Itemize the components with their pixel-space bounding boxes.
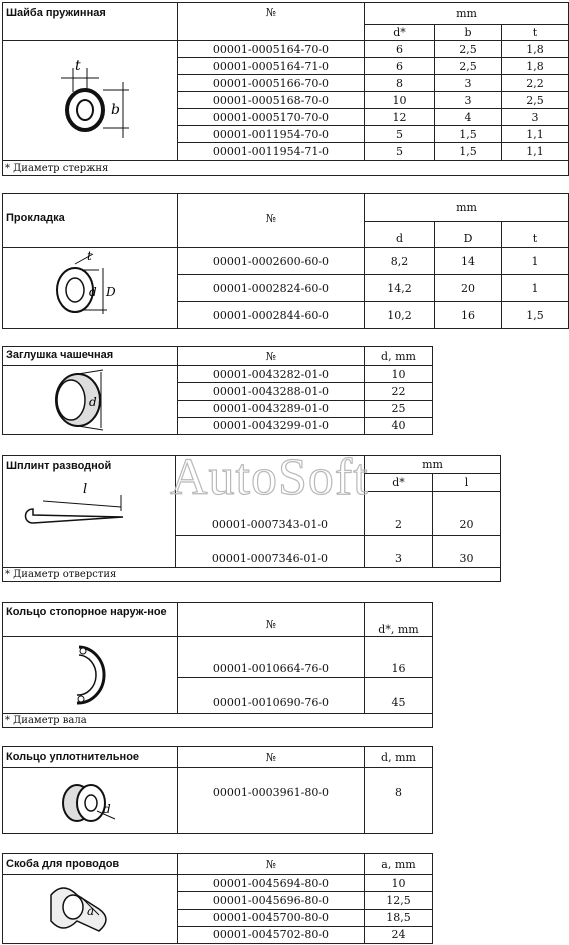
clip-num-header: № bbox=[178, 854, 365, 875]
washer-col-d: d* bbox=[365, 25, 435, 41]
retring-col-d: d*, mm bbox=[365, 603, 433, 637]
washer-r1-d: 6 bbox=[365, 58, 435, 75]
retring-num-header: № bbox=[178, 603, 365, 637]
cotter-r0-l: 20 bbox=[433, 492, 501, 536]
gasket-block bbox=[2, 193, 569, 329]
washer-note: * Диаметр стержня bbox=[3, 161, 569, 176]
cotter-fig-l: l bbox=[83, 482, 88, 498]
washer-r0-code: 00001-0005164-70-0 bbox=[178, 41, 365, 58]
gasket-r1-code: 00001-0002824-60-0 bbox=[178, 275, 365, 302]
cotter-r1-l: 30 bbox=[433, 536, 501, 568]
seal-num-header: № bbox=[178, 747, 365, 768]
retring-table bbox=[2, 602, 433, 728]
cup-plug-icon bbox=[3, 366, 173, 434]
washer-num-header: № bbox=[178, 3, 365, 41]
plug-col-d: d, mm bbox=[365, 347, 433, 366]
gasket-r1-d: 14,2 bbox=[365, 275, 435, 302]
washer-r1-code: 00001-0005164-71-0 bbox=[178, 58, 365, 75]
washer-r2-code: 00001-0005166-70-0 bbox=[178, 75, 365, 92]
cotter-r0-code: 00001-0007343-01-0 bbox=[176, 492, 365, 536]
plug-table bbox=[2, 346, 433, 435]
retring-block bbox=[2, 602, 433, 728]
plug-r1-code: 00001-0043288-01-0 bbox=[178, 383, 365, 400]
gasket-col-D: D bbox=[435, 222, 502, 248]
washer-r6-t: 1,1 bbox=[502, 143, 569, 161]
washer-r4-b: 4 bbox=[435, 109, 502, 126]
seal-figure bbox=[3, 768, 178, 834]
washer-r3-code: 00001-0005168-70-0 bbox=[178, 92, 365, 109]
washer-r5-d: 5 bbox=[365, 126, 435, 143]
plug-figure bbox=[3, 366, 178, 435]
washer-title: Шайба пружинная bbox=[3, 3, 178, 41]
clip-col-a: a, mm bbox=[365, 854, 433, 875]
wire-clip-icon bbox=[3, 875, 173, 943]
clip-fig-a: a bbox=[87, 904, 95, 918]
clip-r3-a: 24 bbox=[365, 926, 433, 943]
retring-r1-code: 00001-0010690-76-0 bbox=[178, 677, 365, 713]
washer-r2-d: 8 bbox=[365, 75, 435, 92]
gasket-fig-t: t bbox=[87, 249, 92, 263]
gasket-r2-d: 10,2 bbox=[365, 302, 435, 329]
plug-num-header: № bbox=[178, 347, 365, 366]
gasket-r2-t: 1,5 bbox=[502, 302, 569, 329]
cotter-r1-code: 00001-0007346-01-0 bbox=[176, 536, 365, 568]
washer-r1-t: 1,8 bbox=[502, 58, 569, 75]
cotter-note: * Диаметр отверстия bbox=[3, 568, 501, 582]
plug-block bbox=[2, 346, 433, 435]
cotter-col-l: l bbox=[433, 474, 501, 492]
cotter-figure bbox=[3, 482, 176, 568]
seal-ring-icon bbox=[3, 769, 173, 833]
gasket-num-header: № bbox=[178, 194, 365, 248]
plug-r3-code: 00001-0043299-01-0 bbox=[178, 417, 365, 434]
washer-col-b: b bbox=[435, 25, 502, 41]
washer-r5-code: 00001-0011954-70-0 bbox=[178, 126, 365, 143]
plug-r1-d: 22 bbox=[365, 383, 433, 400]
gasket-icon bbox=[3, 248, 173, 328]
clip-r2-code: 00001-0045700-80-0 bbox=[178, 909, 365, 926]
cotter-pin-icon bbox=[3, 482, 173, 531]
cotter-table bbox=[2, 455, 501, 582]
gasket-fig-D: D bbox=[106, 285, 116, 299]
seal-fig-d: d bbox=[103, 801, 111, 816]
washer-r0-d: 6 bbox=[365, 41, 435, 58]
clip-r0-code: 00001-0045694-80-0 bbox=[178, 875, 365, 892]
cotter-col-d: d* bbox=[365, 474, 433, 492]
seal-table bbox=[2, 746, 433, 834]
seal-col-d: d, mm bbox=[365, 747, 433, 768]
clip-title: Скоба для проводов bbox=[3, 854, 178, 875]
retring-r1-d: 45 bbox=[365, 677, 433, 713]
gasket-title: Прокладка bbox=[3, 194, 178, 248]
plug-r2-code: 00001-0043289-01-0 bbox=[178, 400, 365, 417]
clip-r1-code: 00001-0045696-80-0 bbox=[178, 892, 365, 909]
washer-r4-d: 12 bbox=[365, 109, 435, 126]
spring-washer-icon bbox=[3, 42, 173, 160]
gasket-r0-t: 1 bbox=[502, 248, 569, 275]
washer-r2-b: 3 bbox=[435, 75, 502, 92]
gasket-r1-D: 20 bbox=[435, 275, 502, 302]
plug-r3-d: 40 bbox=[365, 417, 433, 434]
washer-r5-t: 1,1 bbox=[502, 126, 569, 143]
clip-r2-a: 18,5 bbox=[365, 909, 433, 926]
gasket-fig-d: d bbox=[89, 285, 97, 299]
washer-col-t: t bbox=[502, 25, 569, 41]
retring-note: * Диаметр вала bbox=[3, 714, 433, 728]
washer-r4-t: 3 bbox=[502, 109, 569, 126]
washer-fig-t: t bbox=[75, 57, 81, 74]
washer-r6-b: 1,5 bbox=[435, 143, 502, 161]
washer-unit: mm bbox=[365, 3, 569, 25]
washer-r2-t: 2,2 bbox=[502, 75, 569, 92]
cotter-block bbox=[2, 455, 501, 582]
washer-r6-code: 00001-0011954-71-0 bbox=[178, 143, 365, 161]
watermark: AutoSoft bbox=[170, 449, 369, 506]
gasket-table bbox=[2, 193, 569, 329]
plug-r0-code: 00001-0043282-01-0 bbox=[178, 366, 365, 383]
washer-block bbox=[2, 2, 569, 176]
gasket-col-t: t bbox=[502, 222, 569, 248]
washer-r3-d: 10 bbox=[365, 92, 435, 109]
seal-title: Кольцо уплотнительное bbox=[3, 747, 178, 768]
clip-figure bbox=[3, 875, 178, 944]
washer-r4-code: 00001-0005170-70-0 bbox=[178, 109, 365, 126]
retaining-ring-icon bbox=[3, 637, 173, 713]
gasket-r0-code: 00001-0002600-60-0 bbox=[178, 248, 365, 275]
plug-fig-d: d bbox=[89, 395, 97, 409]
washer-r5-b: 1,5 bbox=[435, 126, 502, 143]
washer-r0-b: 2,5 bbox=[435, 41, 502, 58]
clip-r1-a: 12,5 bbox=[365, 892, 433, 909]
clip-block bbox=[2, 853, 433, 944]
washer-figure bbox=[3, 41, 178, 161]
gasket-r1-t: 1 bbox=[502, 275, 569, 302]
plug-r2-d: 25 bbox=[365, 400, 433, 417]
clip-r3-code: 00001-0045702-80-0 bbox=[178, 926, 365, 943]
gasket-col-d: d bbox=[365, 222, 435, 248]
washer-r0-t: 1,8 bbox=[502, 41, 569, 58]
seal-r0-d: 8 bbox=[365, 768, 433, 834]
cotter-r0-d: 2 bbox=[365, 492, 433, 536]
gasket-r2-D: 16 bbox=[435, 302, 502, 329]
clip-r0-a: 10 bbox=[365, 875, 433, 892]
gasket-r0-d: 8,2 bbox=[365, 248, 435, 275]
seal-r0-code: 00001-0003961-80-0 bbox=[178, 768, 365, 834]
cotter-r1-d: 3 bbox=[365, 536, 433, 568]
retring-r0-code: 00001-0010664-76-0 bbox=[178, 637, 365, 678]
clip-table bbox=[2, 853, 433, 944]
washer-table bbox=[2, 2, 569, 176]
washer-r1-b: 2,5 bbox=[435, 58, 502, 75]
washer-fig-b: b bbox=[111, 101, 120, 118]
cotter-num-empty bbox=[176, 456, 365, 492]
gasket-r2-code: 00001-0002844-60-0 bbox=[178, 302, 365, 329]
plug-title: Заглушка чашечная bbox=[3, 347, 178, 366]
cotter-unit: mm bbox=[365, 456, 501, 474]
retring-title: Кольцо стопорное наруж-ное bbox=[3, 603, 178, 637]
seal-block bbox=[2, 746, 433, 834]
retring-figure bbox=[3, 637, 178, 714]
washer-r3-b: 3 bbox=[435, 92, 502, 109]
gasket-unit: mm bbox=[365, 194, 569, 222]
plug-r0-d: 10 bbox=[365, 366, 433, 383]
gasket-r0-D: 14 bbox=[435, 248, 502, 275]
cotter-title: Шплинт разводной bbox=[3, 456, 176, 536]
washer-r6-d: 5 bbox=[365, 143, 435, 161]
washer-r3-t: 2,5 bbox=[502, 92, 569, 109]
gasket-figure bbox=[3, 248, 178, 329]
retring-r0-d: 16 bbox=[365, 637, 433, 678]
